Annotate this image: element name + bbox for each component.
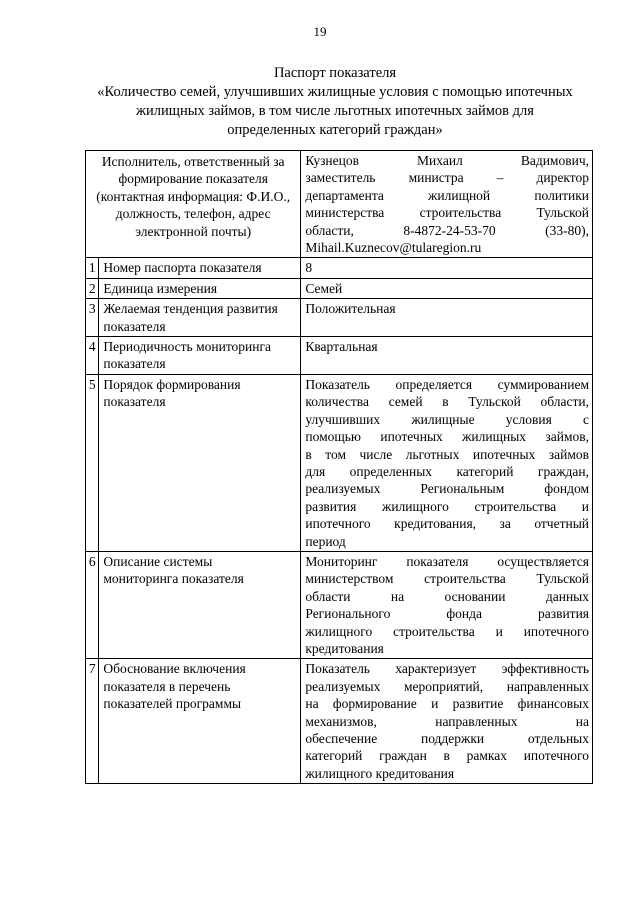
cell-text-line: Показатель характеризует эффективность: [305, 661, 589, 677]
cell-text-line: в том числе льготных ипотечных займов: [305, 446, 589, 462]
row-number: 6: [86, 551, 99, 658]
cell-text-line: Описание системы: [103, 553, 213, 569]
cell-text-line: области на основании данных: [305, 588, 589, 604]
cell-text-line: показателя: [103, 356, 166, 372]
row-number: 1: [86, 258, 99, 278]
row-number: 3: [86, 299, 99, 337]
row-number: 4: [86, 337, 99, 375]
row-value: [301, 337, 593, 375]
cell-text-line: Квартальная: [305, 339, 378, 355]
row-label: [99, 551, 301, 658]
row-number: 2: [86, 278, 99, 298]
cell-text-line: 8: [305, 260, 313, 276]
cell-text-line: Порядок формирования: [103, 376, 241, 392]
cell-text-line: Семей: [305, 280, 343, 296]
cell-text-line: министерством строительства Тульской: [305, 571, 589, 587]
executor-email: Mihail.Kuznecov@tularegion.ru: [305, 240, 482, 256]
cell-text-line: формирование показателя: [118, 171, 268, 187]
cell-text-line: области, 8-4872-24-53-70 (33-80),: [305, 222, 589, 238]
row-value: [301, 299, 593, 337]
cell-text-line: для определенных категорий граждан,: [305, 463, 589, 479]
cell-text-line: кредитования: [305, 640, 384, 656]
cell-text-line: жилищного кредитования: [305, 765, 455, 781]
passport-table: [85, 150, 593, 784]
table-row: [86, 337, 593, 375]
row-number: 7: [86, 659, 99, 784]
cell-text-line: мониторинга показателя: [103, 571, 244, 587]
cell-text-line: Периодичность мониторинга: [103, 339, 272, 355]
row-value: [301, 551, 593, 658]
table-row: [86, 551, 593, 658]
cell-text-line: показателя: [103, 318, 166, 334]
cell-text-line: (контактная информация: Ф.И.О.,: [96, 188, 291, 204]
cell-text-line: Обоснование включения: [103, 661, 246, 677]
cell-text-line: Желаемая тенденция развития: [103, 301, 278, 317]
cell-text-line: период: [305, 533, 346, 549]
executor-value-cell: [301, 151, 593, 258]
cell-text-line: категорий граждан в рамках ипотечного: [305, 748, 589, 764]
cell-text-line: показателя в перечень: [103, 678, 231, 694]
cell-text-line: Исполнитель, ответственный за: [101, 154, 285, 169]
document-title: [80, 64, 590, 140]
cell-text-line: министерства строительства Тульской: [305, 205, 589, 221]
row-label: [99, 659, 301, 784]
cell-text-line: Положительная: [305, 301, 396, 317]
title-line: жилищных займов, в том числе льготных ипотечных займов для: [136, 103, 534, 119]
cell-text-line: механизмов, направленных на: [305, 713, 589, 729]
cell-text-line: Единица измерения: [103, 280, 218, 296]
cell-text-line: на формирование и развитие финансовых: [305, 696, 589, 712]
title-line: Паспорт показателя: [273, 65, 397, 81]
row-label: [99, 299, 301, 337]
cell-text-line: количества семей в Тульской области,: [305, 394, 589, 410]
row-label: [99, 374, 301, 551]
cell-text-line: улучшивших жилищные условия с: [305, 411, 589, 427]
table-row: [86, 278, 593, 298]
cell-text-line: должность, телефон, адрес: [115, 206, 271, 222]
cell-text-line: развития жилищного строительства и: [305, 498, 589, 514]
cell-text-line: электронной почты): [135, 223, 252, 239]
cell-text-line: реализуемых мероприятий, направленных: [305, 678, 589, 694]
row-value: [301, 659, 593, 784]
cell-text-line: показателей программы: [103, 696, 242, 712]
cell-text-line: реализуемых Региональным фондом: [305, 481, 589, 497]
cell-text-line: департамента жилищной политики: [305, 187, 589, 203]
row-label: [99, 278, 301, 298]
title-line: «Количество семей, улучшивших жилищные условия с помощью ипотечных: [97, 84, 573, 100]
table-row: [86, 374, 593, 551]
cell-text-line: помощью ипотечных жилищных займов,: [305, 429, 589, 445]
table-row: [86, 659, 593, 784]
table-row: [86, 258, 593, 278]
row-label: [99, 337, 301, 375]
cell-text-line: показателя: [103, 394, 166, 410]
table-row: [86, 299, 593, 337]
cell-text-line: Номер паспорта показателя: [103, 260, 262, 276]
row-value: [301, 374, 593, 551]
cell-text-line: Кузнецов Михаил Вадимович,: [305, 153, 589, 168]
title-line: определенных категорий граждан»: [227, 122, 443, 138]
cell-text-line: жилищного строительства и ипотечного: [305, 623, 589, 639]
page-number: 19: [313, 24, 327, 39]
cell-text-line: обеспечение поддержки отдельных: [305, 731, 589, 746]
row-value: [301, 278, 593, 298]
cell-text-line: Показатель определяется суммированием: [305, 376, 589, 392]
cell-text-line: заместитель министра – директор: [305, 170, 589, 186]
cell-text-line: Мониторинг показателя осуществляется: [305, 553, 589, 569]
executor-label-cell: [86, 151, 301, 258]
row-label: [99, 258, 301, 278]
table-row-header: [86, 151, 593, 258]
cell-text-line: ипотечного кредитования, за отчетный: [305, 516, 589, 532]
row-value: [301, 258, 593, 278]
row-number: 5: [86, 374, 99, 551]
cell-text-line: Регионального фонда развития: [305, 606, 589, 622]
